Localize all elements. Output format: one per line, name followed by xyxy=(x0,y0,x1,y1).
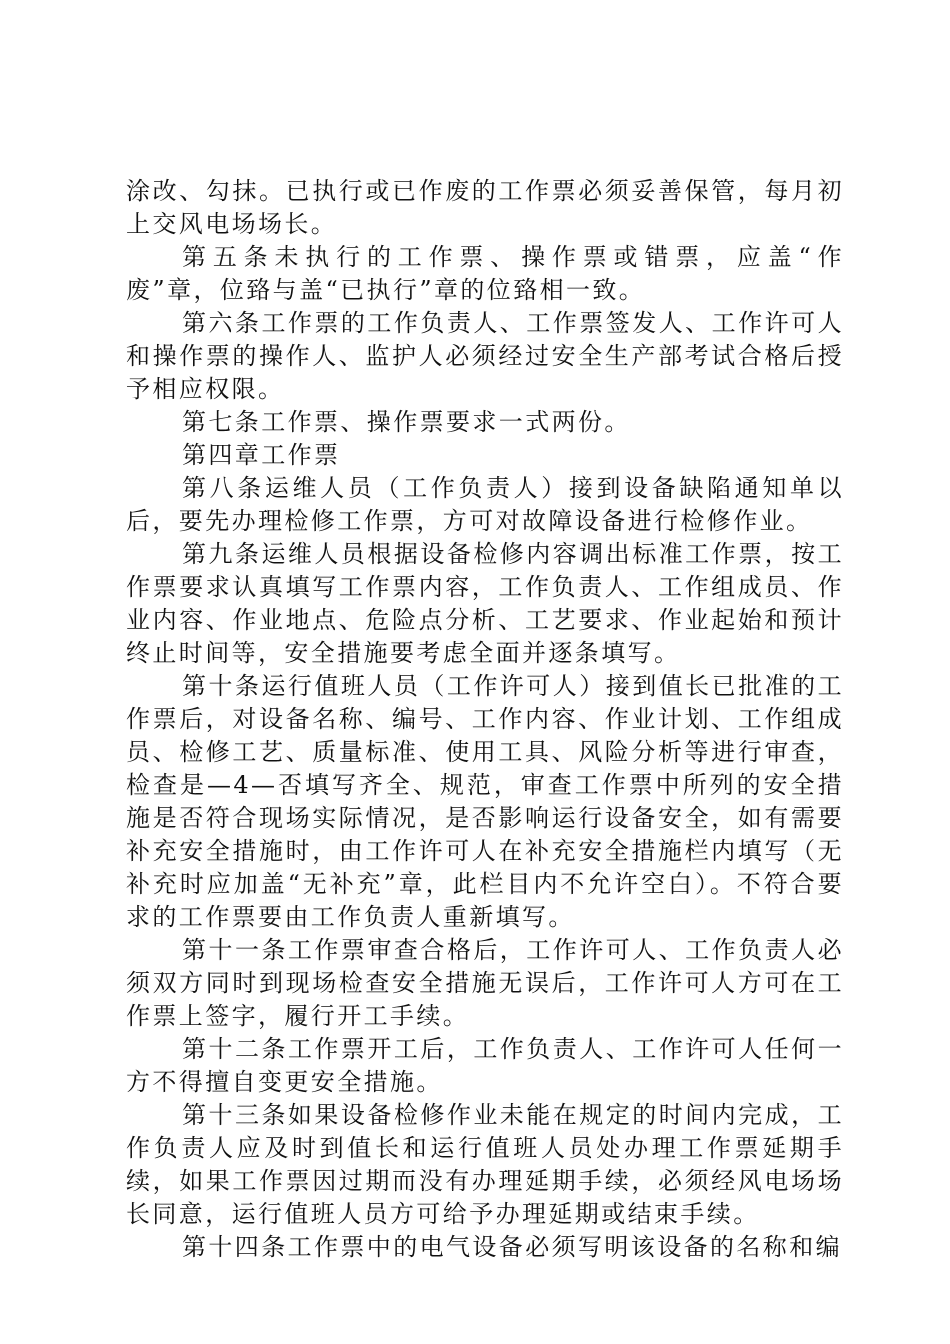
paragraph-article-11: 第十一条工作票审查合格后，工作许可人、工作负责人必须双方同时到现场检查安全措施无误后，工作许可人方可在工作票上签字，履行开工手续。 xyxy=(126,936,844,1030)
chapter-heading: 第四章工作票 xyxy=(182,441,341,469)
paragraph-article-12: 第十二条工作票开工后，工作负责人、工作许可人任何一方不得擅自变更安全措施。 xyxy=(126,1035,844,1096)
paragraph-article-9: 第九条运维人员根据设备检修内容调出标准工作票，按工作票要求认真填写工作票内容，工作负责人、工作组成员、作业内容、作业地点、危险点分析、工艺要求、作业起始和预计终止时间等，安全措施要考虑全面并逐条填写。 xyxy=(126,540,844,667)
paragraph-article-6: 第六条工作票的工作负责人、工作票签发人、工作许可人和操作票的操作人、监护人必须经过安全生产部考试合格后授予相应权限。 xyxy=(126,309,844,403)
paragraph-article-7: 第七条工作票、操作票要求一式两份。 xyxy=(182,408,631,436)
paragraph-article-8: 第八条运维人员（工作负责人）接到设备缺陷通知单以后，要先办理检修工作票，方可对故障设备进行检修作业。 xyxy=(126,474,844,535)
paragraph-article-14: 第十四条工作票中的电气设备必须写明该设备的名称和编 xyxy=(182,1233,842,1261)
paragraph-article-5: 第五条未执行的工作票、操作票或错票，应盖“作废”章，位臵与盖“已执行”章的位臵相一致。 xyxy=(126,243,844,304)
paragraph-article-13: 第十三条如果设备检修作业未能在规定的时间内完成，工作负责人应及时到值长和运行值班人员处办理工作票延期手续，如果工作票因过期而没有办理延期手续，必须经风电场场长同意，运行值班人员方可给予办理延期或结束手续。 xyxy=(126,1101,844,1228)
paragraph-article-10: 第十条运行值班人员（工作许可人）接到值长已批准的工作票后，对设备名称、编号、工作内容、作业计划、工作组成员、检修工艺、质量标准、使用工具、风险分析等进行审查，检查是—4—否填写齐全、规范，审查工作票中所列的安全措施是否符合现场实际情况，是否影响运行设备安全，如有需要补充安全措施时，由工作许可人在补充安全措施栏内填写（无补充时应加盖“无补充”章，此栏目内不允许空白）。不符合要求的工作票要由工作负责人重新填写。 xyxy=(126,672,844,931)
paragraph-continuation: 涂改、勾抹。已执行或已作废的工作票必须妥善保管，每月初上交风电场场长。 xyxy=(126,177,844,238)
document-body xyxy=(126,175,844,1264)
